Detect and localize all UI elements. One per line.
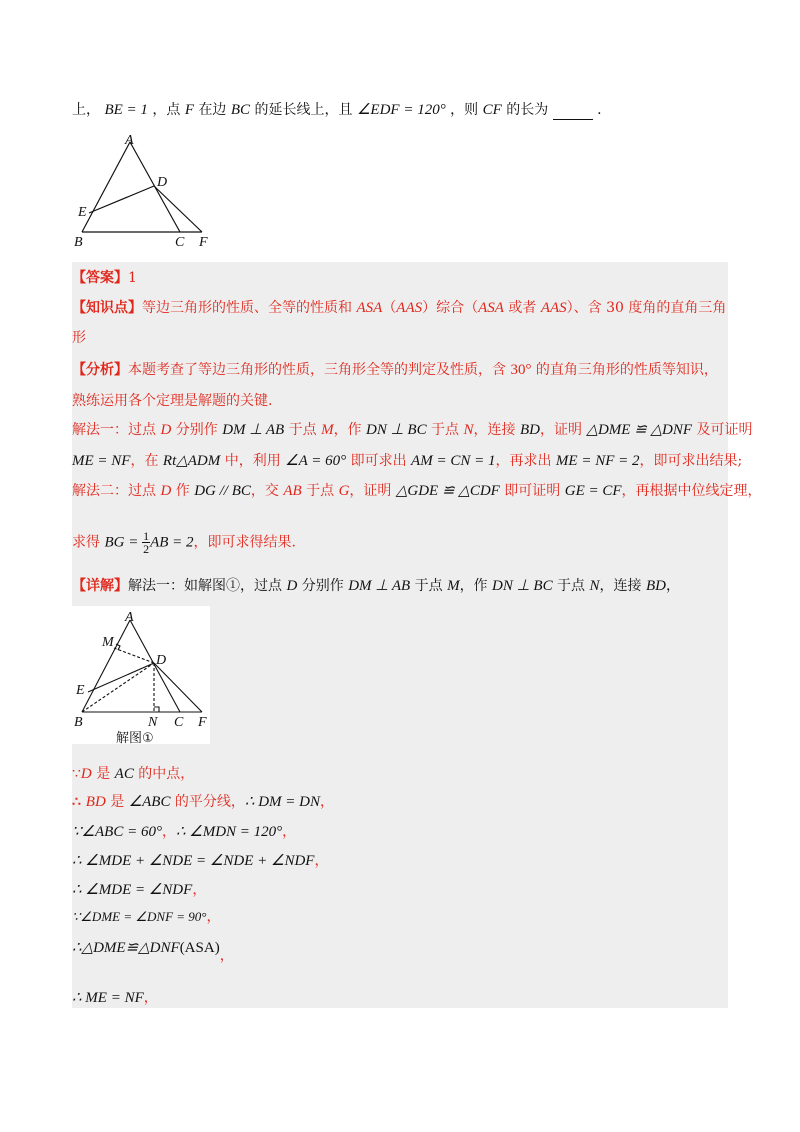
method2-math: AB = 2	[150, 534, 194, 551]
step-5	[72, 880, 206, 900]
step-text: ，	[143, 990, 158, 1006]
method2-math: G	[338, 483, 350, 499]
knowledge-math: ASA	[356, 300, 383, 316]
method1-math: DN ⊥ BC	[366, 422, 427, 438]
method1-text: 于点	[284, 422, 322, 438]
method1-text: ，再求出	[495, 453, 556, 469]
step-math: ∴ DM = DN	[244, 794, 321, 810]
label-b: B	[74, 235, 83, 250]
knowledge-text: 等边三角形的性质、全等的性质和	[142, 300, 357, 316]
detail-text: ，作	[459, 578, 493, 594]
method1-text: ，证明	[539, 422, 587, 438]
method2-math: D	[160, 483, 172, 499]
step-math: ∴ ∠MDE + ∠NDE = ∠NDE + ∠NDF	[72, 853, 315, 869]
method2-math: BG =	[104, 534, 143, 551]
fraction-one-half	[142, 530, 150, 555]
segment-dm	[114, 648, 154, 663]
label-f: F	[198, 715, 207, 730]
step-math: ∵∠DME = ∠DNF = 90°	[72, 909, 207, 924]
method1-text: 解法一：过点	[72, 422, 161, 438]
detail-line	[72, 576, 680, 596]
segment-ed	[88, 663, 154, 692]
detail-text: ，连接	[599, 578, 646, 594]
knowledge-line-2	[72, 328, 86, 348]
answer-value: 1	[128, 270, 137, 286]
answer-line	[72, 268, 137, 288]
detail-text: 于点	[552, 578, 590, 594]
step-math: D	[80, 766, 92, 782]
knowledge-text: 形	[72, 330, 86, 346]
analysis-line-1	[72, 360, 718, 380]
analysis-text: 本题考查了等边三角形的性质，三角形全等的判定及性质，含	[128, 362, 511, 378]
knowledge-math: AAS	[540, 300, 567, 316]
side-ab	[82, 142, 130, 232]
step-1	[72, 764, 194, 784]
label-n: N	[148, 715, 158, 730]
method2-math: △GDE ≌ △CDF	[395, 483, 500, 499]
analysis-text: 的直角三角形的性质等知识，	[531, 362, 718, 378]
method1-math: M	[321, 422, 334, 438]
label-d: D	[156, 653, 167, 668]
step-text: ∴	[72, 794, 86, 810]
detail-math: N	[589, 578, 600, 594]
problem-text: 的长为	[506, 102, 549, 118]
figure-caption: 解图①	[116, 731, 154, 746]
label-m: M	[102, 635, 114, 650]
method1-math: ME = NF = 2	[555, 453, 640, 469]
step-text: ，	[219, 948, 234, 964]
label-a: A	[125, 610, 134, 625]
method1-text: 分别作	[171, 422, 223, 438]
right-angle-mark-m	[116, 644, 120, 650]
method1-math: ∠A = 60°	[285, 453, 347, 469]
label-b: B	[74, 715, 83, 730]
method1-text: 及可证明	[692, 422, 753, 438]
knowledge-tag: 【知识点】	[72, 300, 142, 316]
method1-math: BD	[519, 422, 540, 438]
method2-text: 于点	[301, 483, 339, 499]
step-7	[72, 938, 234, 964]
knowledge-math: ASA	[478, 300, 504, 316]
problem-text: ，点	[152, 102, 185, 118]
step-text: ，	[206, 909, 221, 925]
detail-text: 分别作	[297, 578, 349, 594]
step-math: (ASA)	[179, 940, 220, 956]
segment-df	[154, 186, 202, 232]
step-math: ∴ ∠MDN = 120°	[175, 824, 283, 840]
method2-line-1	[72, 481, 762, 501]
method1-text: 于点	[426, 422, 464, 438]
method1-math: Rt△ADM	[162, 453, 221, 469]
triangle-figure-2	[72, 606, 212, 746]
triangle-figure-1	[72, 130, 222, 250]
step-math: BD	[85, 794, 106, 810]
problem-text: 上，	[72, 102, 100, 118]
method1-math: AM = CN = 1	[411, 453, 496, 469]
method1-line-1	[72, 420, 753, 440]
step-4	[72, 851, 328, 871]
method2-text: 解法二：过点	[72, 483, 161, 499]
method2-text: 即可证明	[499, 483, 565, 499]
knowledge-text: 或者	[503, 300, 541, 316]
method1-text: 中，利用	[220, 453, 286, 469]
method1-text: ，作	[333, 422, 367, 438]
label-a: A	[125, 133, 134, 148]
step-text: ，	[192, 882, 207, 898]
analysis-tag: 【分析】	[72, 362, 128, 378]
side-ac	[130, 620, 180, 712]
step-text: 的中点，	[133, 766, 195, 782]
knowledge-line-1	[72, 298, 726, 318]
problem-text: 的延长线上，且	[254, 102, 357, 118]
step-8	[72, 988, 158, 1008]
detail-math: M	[447, 578, 460, 594]
segment-df	[154, 663, 202, 712]
method2-text: ，证明	[349, 483, 396, 499]
problem-math: BE = 1	[104, 102, 148, 118]
method1-math: △DME ≌ △DNF	[586, 422, 693, 438]
problem-line-1	[72, 100, 602, 120]
step-6	[72, 907, 220, 927]
method1-line-2	[72, 451, 742, 471]
method1-math: N	[463, 422, 474, 438]
step-text: 是	[91, 766, 115, 782]
method1-math: DM ⊥ AB	[222, 422, 285, 438]
step-math: ∠ABC	[128, 794, 171, 810]
method2-text: 作	[171, 483, 195, 499]
label-e: E	[76, 683, 85, 698]
step-text: 是	[105, 794, 129, 810]
step-3	[72, 822, 296, 842]
method1-text: ，即可求出结果;	[639, 453, 743, 469]
method2-line-2	[72, 530, 296, 555]
detail-text: ，	[665, 578, 680, 594]
detail-text: 解法一：如解图①，过点	[128, 578, 287, 594]
method1-math: ME = NF	[72, 453, 131, 469]
step-text: ∵	[72, 766, 81, 782]
fraction-denominator: 2	[143, 542, 150, 556]
analysis-math: 30°	[510, 362, 532, 378]
step-2	[72, 792, 334, 812]
fraction-numerator: 1	[143, 529, 150, 543]
problem-math: BC	[230, 102, 251, 118]
step-text: ，	[161, 824, 176, 840]
method1-text: ，在	[130, 453, 163, 469]
method2-math: GE = CF	[564, 483, 622, 499]
step-math: ∴ ME = NF	[72, 990, 144, 1006]
method1-math: D	[160, 422, 172, 438]
label-c: C	[174, 715, 184, 730]
step-text: ，	[314, 853, 329, 869]
step-math: AC	[114, 766, 134, 782]
answer-tag: 【答案】	[72, 270, 128, 286]
step-text: 的平分线，	[170, 794, 245, 810]
analysis-text: 熟练运用各个定理是解题的关键.	[72, 393, 273, 409]
analysis-line-2	[72, 391, 272, 411]
method2-math: AB	[283, 483, 302, 499]
problem-math: F	[184, 102, 194, 118]
problem-text: 在边	[198, 102, 231, 118]
answer-blank	[553, 105, 593, 120]
label-c: C	[175, 235, 185, 250]
method1-text: 即可求出	[346, 453, 412, 469]
knowledge-text: ）、含 30 度角的直角三角	[566, 300, 727, 316]
side-ab	[82, 620, 130, 712]
problem-math: CF	[482, 102, 502, 118]
method2-text: ，即可求得结果.	[193, 534, 296, 551]
step-math: ∴△DME≌△DNF	[72, 940, 180, 956]
detail-math: DM ⊥ AB	[348, 578, 411, 594]
problem-math: ∠EDF = 120°	[356, 102, 446, 118]
label-f: F	[199, 235, 208, 250]
method2-text: 求得	[72, 534, 105, 551]
step-text: ，	[320, 794, 335, 810]
step-text: ，	[282, 824, 297, 840]
segment-bd	[82, 663, 154, 712]
problem-text: ，则	[450, 102, 483, 118]
method2-math: DG // BC	[194, 483, 251, 499]
detail-math: DN ⊥ BC	[492, 578, 553, 594]
label-d: D	[157, 175, 168, 190]
step-math: ∵∠ABC = 60°	[72, 824, 162, 840]
problem-text: .	[597, 102, 602, 118]
right-angle-mark-n	[154, 707, 159, 712]
detail-math: BD	[645, 578, 666, 594]
knowledge-text: （	[382, 300, 397, 316]
knowledge-text: ）综合（	[422, 300, 479, 316]
detail-math: D	[286, 578, 298, 594]
method2-text: ，交	[250, 483, 284, 499]
method1-text: ，连接	[473, 422, 520, 438]
method2-text: ，再根据中位线定理，	[621, 483, 762, 499]
detail-text: 于点	[410, 578, 448, 594]
detail-tag: 【详解】	[72, 578, 128, 594]
label-e: E	[78, 205, 87, 220]
knowledge-math: AAS	[396, 300, 423, 316]
step-math: ∴ ∠MDE = ∠NDF	[72, 882, 193, 898]
